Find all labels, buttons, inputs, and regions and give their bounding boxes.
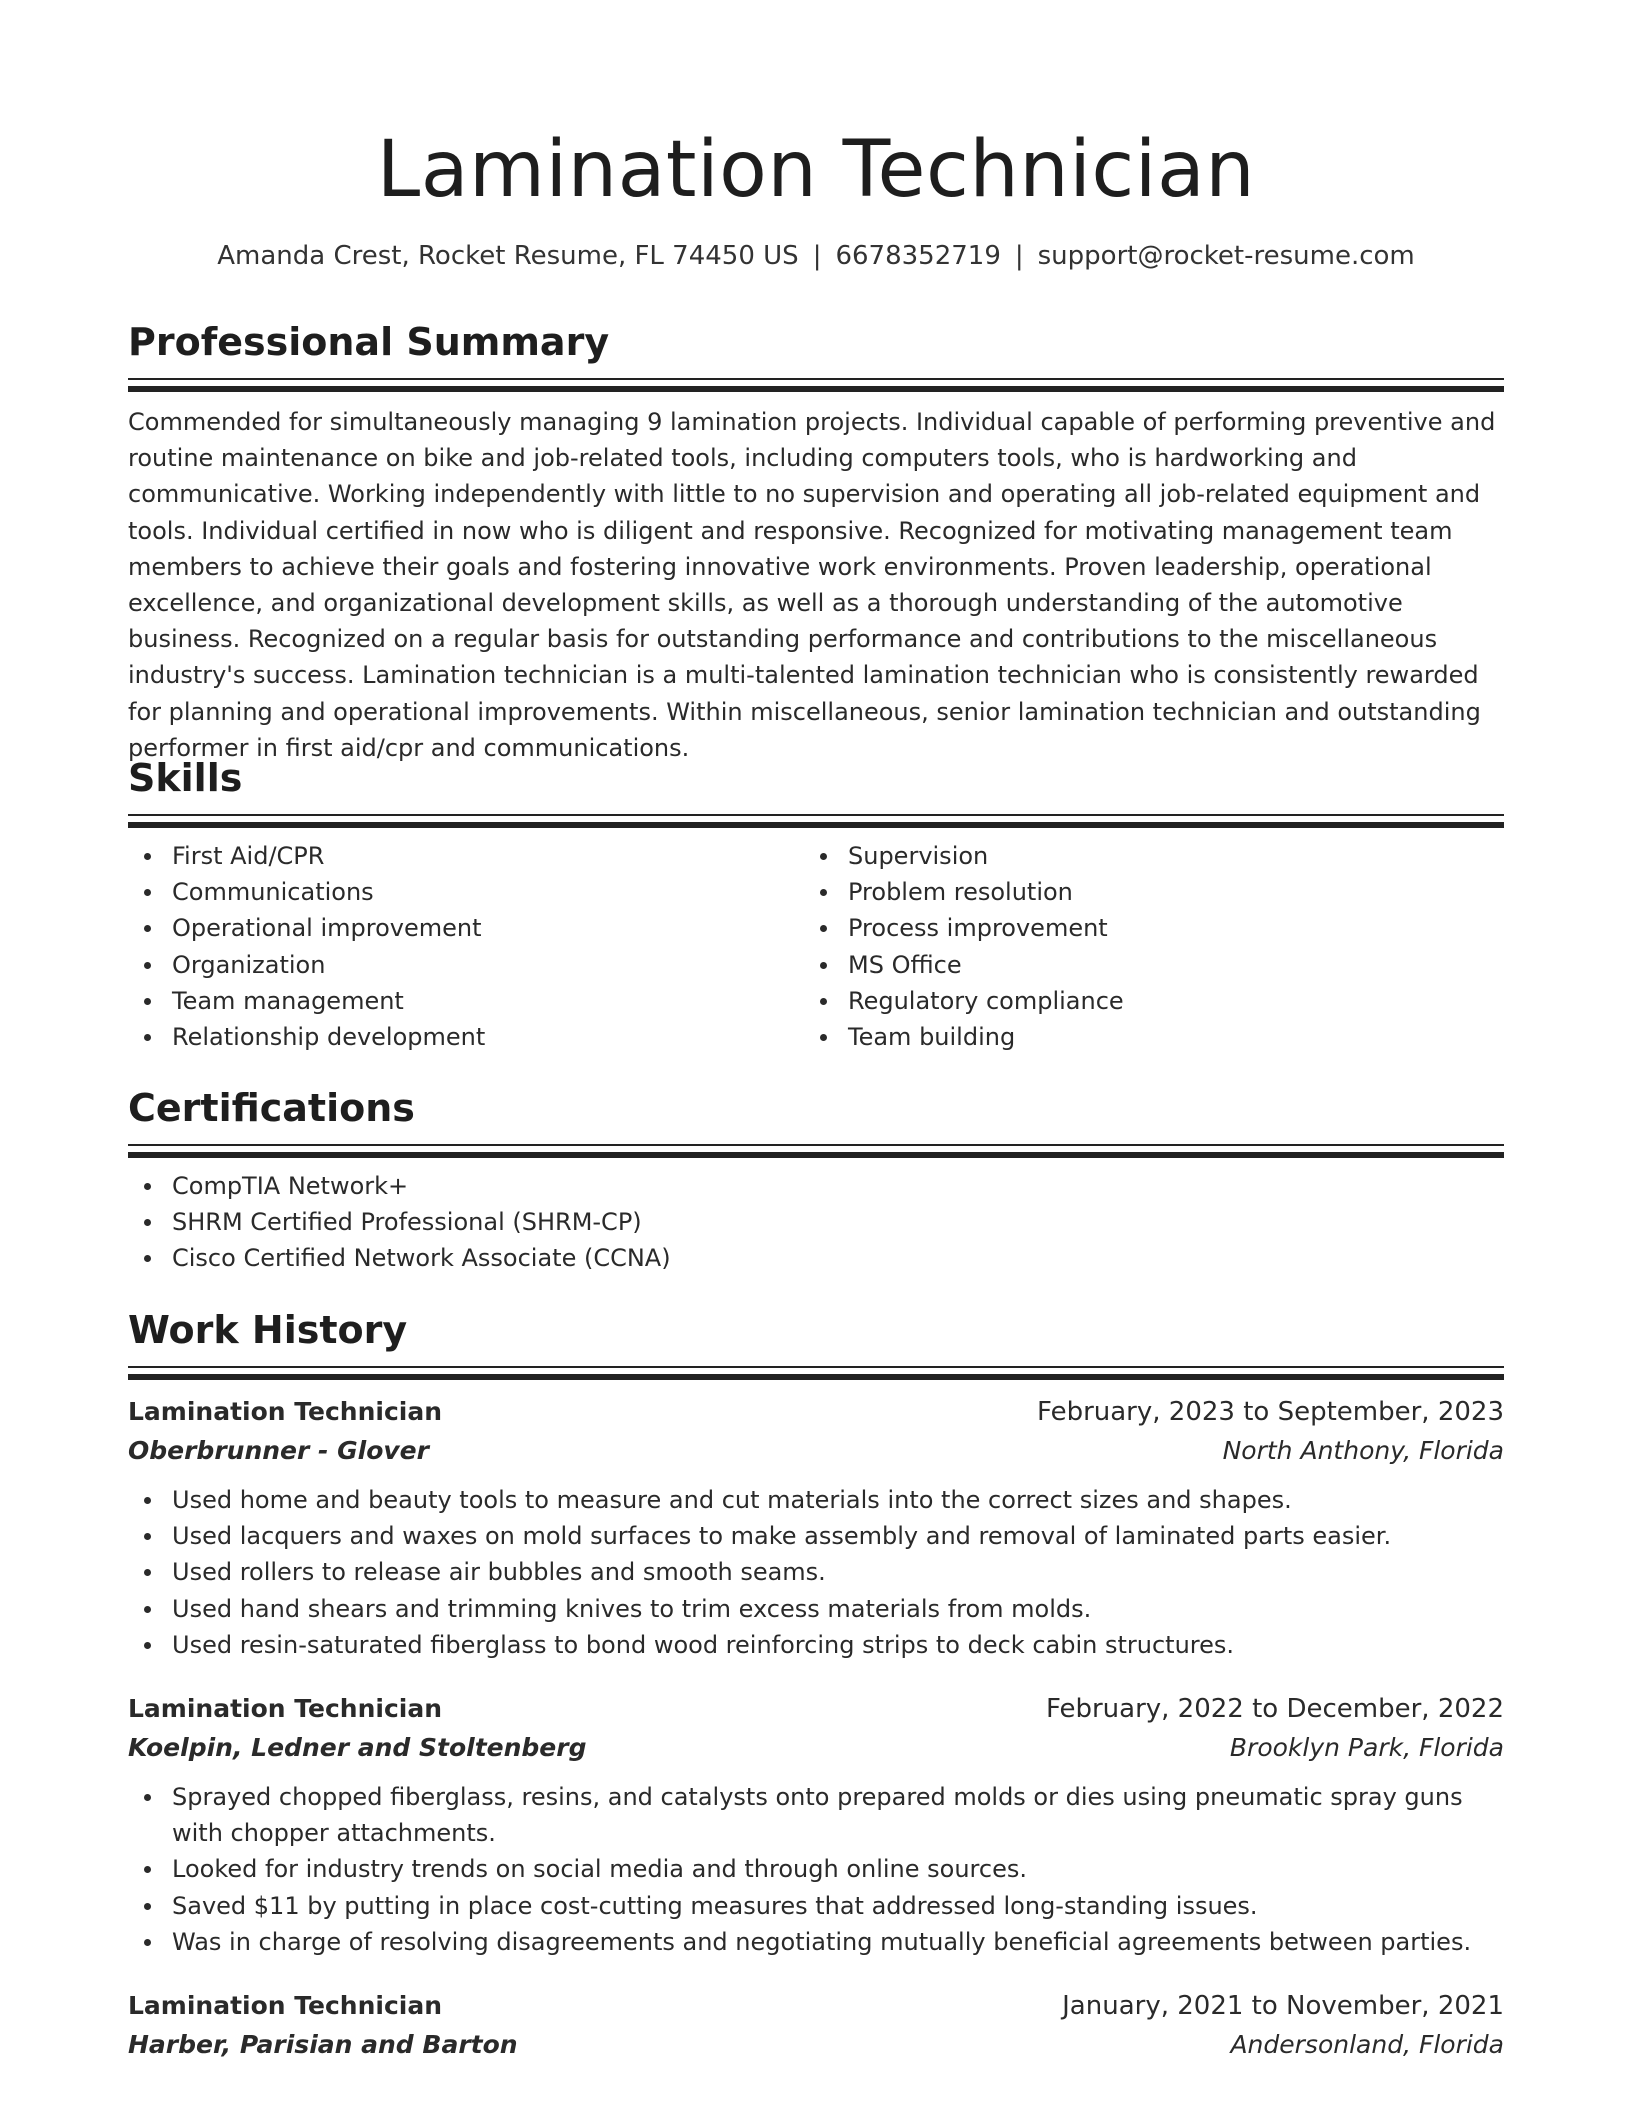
skill-item: Relationship development — [128, 1019, 804, 1055]
job-subheader — [128, 1729, 1504, 1767]
skill-item: Problem resolution — [804, 874, 1480, 910]
job-dates: February, 2023 to September, 2023 — [1037, 1397, 1504, 1427]
section-divider — [128, 1144, 1504, 1160]
certifications-list — [128, 1168, 1504, 1277]
job-duties — [128, 1482, 1504, 1663]
skill-item: Team management — [128, 983, 804, 1019]
job-duty: Used rollers to release air bubbles and smooth seams. — [128, 1554, 1504, 1590]
skills-columns — [128, 838, 1504, 1055]
job-entry — [128, 1986, 1504, 2064]
certifications-heading: Certifications — [128, 1086, 415, 1130]
summary-heading: Professional Summary — [128, 320, 610, 364]
job-duty: Used resin-saturated fiberglass to bond wood reinforcing strips to deck cabin structures. — [128, 1627, 1504, 1663]
job-location: Brooklyn Park, Florida — [1229, 1733, 1504, 1763]
skill-item: Team building — [804, 1019, 1480, 1055]
certification-item: SHRM Certified Professional (SHRM-CP) — [128, 1204, 1504, 1240]
job-header — [128, 1689, 1504, 1729]
work-history-section — [128, 1306, 1504, 2064]
work-history-heading: Work History — [128, 1308, 408, 1352]
job-title: Lamination Technician — [128, 1694, 443, 1724]
contact-line — [128, 238, 1504, 274]
contact-separator: | — [1014, 241, 1024, 271]
job-duty: Saved $11 by putting in place cost-cutting measures that addressed long-standing issues. — [128, 1888, 1504, 1924]
summary-section — [128, 318, 1504, 766]
job-location: Andersonland, Florida — [1230, 2030, 1504, 2060]
section-divider — [128, 814, 1504, 830]
skill-item: Regulatory compliance — [804, 983, 1480, 1019]
skill-item: First Aid/CPR — [128, 838, 804, 874]
job-title: Lamination Technician — [128, 1991, 443, 2021]
skills-section — [128, 754, 1504, 1055]
job-entry — [128, 1689, 1504, 1960]
contact-email: support@rocket-resume.com — [1037, 241, 1415, 271]
skills-list-right — [804, 838, 1480, 1055]
summary-text: Commended for simultaneously managing 9 lamination projects. Individual capable of performing preventive and routine maintenance on bike and job-related tools, including computers tools, who is hardworking and communicative. Working independently with little to no supervision and operating all job-related equipment and tools. Individual certified in now who is diligent and responsive. Recognized for motivating management team members to achieve their goals and fostering innovative work environments. Proven leadership, operational excellence, and organizational development skills, as well as a thorough understanding of the automotive business. Recognized on a regular basis for outstanding performance and contributions to the miscellaneous industry's success. Lamination technician is a multi-talented lamination technician who is consistently rewarded for planning and operational improvements. Within miscellaneous, senior lamination technician and outstanding performer in first aid/cpr and communications. — [128, 408, 1496, 762]
skill-item: Operational improvement — [128, 910, 804, 946]
job-subheader — [128, 2026, 1504, 2064]
skills-list-left — [128, 838, 804, 1055]
contact-address: Amanda Crest, Rocket Resume, FL 74450 US — [217, 241, 799, 271]
job-location: North Anthony, Florida — [1222, 1436, 1504, 1465]
job-title: Lamination Technician — [128, 1397, 443, 1426]
resume-title: Lamination Technician — [376, 125, 1256, 215]
job-duty: Used lacquers and waxes on mold surfaces to make assembly and removal of laminated parts easier. — [128, 1518, 1504, 1554]
job-duty: Used hand shears and trimming knives to trim excess materials from molds. — [128, 1591, 1504, 1627]
job-duty: Used home and beauty tools to measure and cut materials into the correct sizes and shapes. — [128, 1482, 1504, 1518]
skills-heading: Skills — [128, 756, 243, 800]
job-company: Koelpin, Ledner and Stoltenberg — [128, 1733, 587, 1763]
job-header — [128, 1392, 1504, 1432]
job-header — [128, 1986, 1504, 2026]
skill-item: Supervision — [804, 838, 1480, 874]
skill-item: Communications — [128, 874, 804, 910]
skill-item: Process improvement — [804, 910, 1480, 946]
certification-item: Cisco Certified Network Associate (CCNA) — [128, 1240, 1504, 1276]
job-dates: January, 2021 to November, 2021 — [1062, 1991, 1504, 2022]
contact-separator: | — [812, 241, 822, 271]
job-duty: Looked for industry trends on social media and through online sources. — [128, 1851, 1504, 1887]
job-dates: February, 2022 to December, 2022 — [1045, 1694, 1504, 1725]
section-divider — [128, 378, 1504, 394]
certifications-section — [128, 1084, 1504, 1277]
section-divider — [128, 1366, 1504, 1382]
job-subheader — [128, 1432, 1504, 1470]
job-duty: Was in charge of resolving disagreements and negotiating mutually beneficial agreements between parties. — [128, 1924, 1504, 1960]
job-duties — [128, 1779, 1504, 1960]
job-company: Harber, Parisian and Barton — [128, 2030, 518, 2060]
job-duty: Sprayed chopped fiberglass, resins, and catalysts onto prepared molds or dies using pneumatic spray guns with chopper attachments. — [128, 1779, 1504, 1851]
job-entry — [128, 1392, 1504, 1663]
skill-item: Organization — [128, 947, 804, 983]
certification-item: CompTIA Network+ — [128, 1168, 1504, 1204]
job-company: Oberbrunner - Glover — [128, 1436, 429, 1465]
skill-item: MS Office — [804, 947, 1480, 983]
contact-phone: 6678352719 — [835, 241, 1001, 271]
